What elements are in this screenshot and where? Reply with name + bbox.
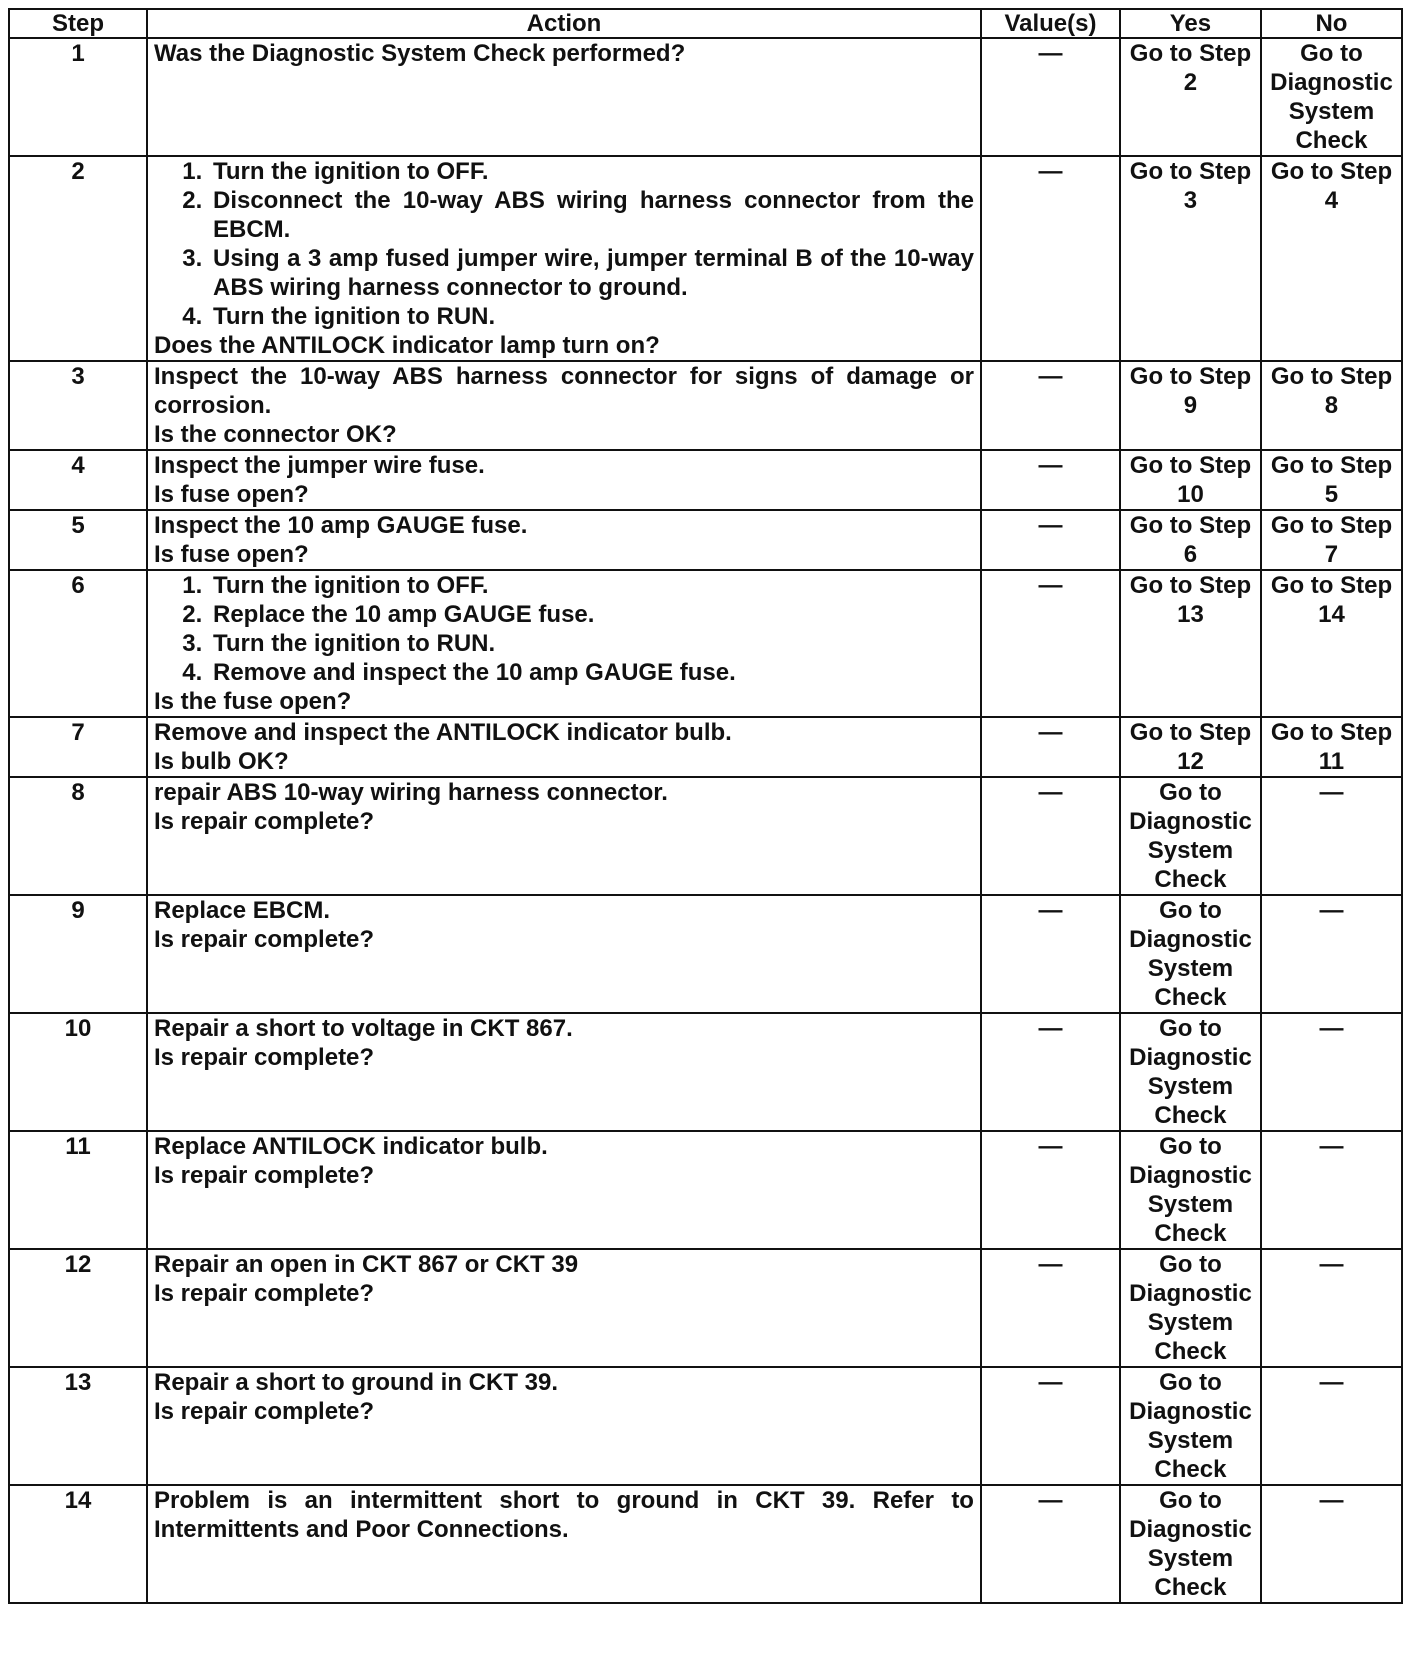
diagnostic-table xyxy=(8,8,1403,1604)
substep-item: 3. Turn the ignition to RUN. xyxy=(209,629,974,658)
action-cell xyxy=(147,156,981,361)
no-cell: — xyxy=(1261,1485,1402,1603)
action-question: Does the ANTILOCK indicator lamp turn on? xyxy=(153,332,660,359)
yes-cell: Go to Diagnostic System Check xyxy=(1120,1131,1261,1249)
table-row xyxy=(9,1367,1402,1485)
value-cell: — xyxy=(981,570,1120,717)
yes-cell: Go to Diagnostic System Check xyxy=(1120,1013,1261,1131)
yes-cell: Go to Step 10 xyxy=(1120,450,1261,510)
header-step: Step xyxy=(9,9,147,38)
action-text: Repair an open in CKT 867 or CKT 39 xyxy=(153,1251,579,1278)
step-number: 6 xyxy=(9,570,147,717)
table-body xyxy=(9,38,1402,1603)
value-cell: — xyxy=(981,361,1120,450)
table-row xyxy=(9,1131,1402,1249)
substep-item: 1. Turn the ignition to OFF. xyxy=(209,571,974,600)
value-cell: — xyxy=(981,895,1120,1013)
action-question: Is fuse open? xyxy=(153,481,309,508)
step-number: 1 xyxy=(9,38,147,156)
table-row xyxy=(9,38,1402,156)
substep-item: 4. Remove and inspect the 10 amp GAUGE fuse. xyxy=(209,658,974,687)
yes-cell: Go to Diagnostic System Check xyxy=(1120,1367,1261,1485)
action-question: Is the fuse open? xyxy=(153,688,352,715)
no-cell: Go to Step 7 xyxy=(1261,510,1402,570)
substep-item: 4. Turn the ignition to RUN. xyxy=(209,302,974,331)
yes-cell: Go to Diagnostic System Check xyxy=(1120,1485,1261,1603)
no-cell: — xyxy=(1261,895,1402,1013)
header-values: Value(s) xyxy=(981,9,1120,38)
action-cell xyxy=(147,450,981,510)
action-text: Replace EBCM. xyxy=(153,897,331,924)
substep-item: 1. Turn the ignition to OFF. xyxy=(209,157,974,186)
value-cell: — xyxy=(981,156,1120,361)
step-number: 13 xyxy=(9,1367,147,1485)
table-row xyxy=(9,570,1402,717)
no-cell: — xyxy=(1261,1013,1402,1131)
value-cell: — xyxy=(981,1367,1120,1485)
action-question: Is repair complete? xyxy=(153,1044,375,1071)
action-cell xyxy=(147,510,981,570)
action-cell xyxy=(147,1249,981,1367)
step-number: 12 xyxy=(9,1249,147,1367)
yes-cell: Go to Step 3 xyxy=(1120,156,1261,361)
substep-item: 2. Replace the 10 amp GAUGE fuse. xyxy=(209,600,974,629)
value-cell: — xyxy=(981,777,1120,895)
header-action: Action xyxy=(147,9,981,38)
action-cell xyxy=(147,1131,981,1249)
step-number: 8 xyxy=(9,777,147,895)
action-text: Was the Diagnostic System Check performed? xyxy=(153,40,686,67)
step-number: 11 xyxy=(9,1131,147,1249)
step-number: 4 xyxy=(9,450,147,510)
action-cell xyxy=(147,777,981,895)
no-cell: Go to Step 14 xyxy=(1261,570,1402,717)
step-number: 5 xyxy=(9,510,147,570)
yes-cell: Go to Step 12 xyxy=(1120,717,1261,777)
substep-item: 2. Disconnect the 10-way ABS wiring harness connector from the EBCM. xyxy=(209,186,974,244)
action-question: Is fuse open? xyxy=(153,541,309,568)
table-row xyxy=(9,361,1402,450)
action-text: Repair a short to ground in CKT 39. xyxy=(153,1369,559,1396)
step-number: 2 xyxy=(9,156,147,361)
action-cell xyxy=(147,895,981,1013)
no-cell: — xyxy=(1261,1367,1402,1485)
yes-cell: Go to Step 13 xyxy=(1120,570,1261,717)
substep-list xyxy=(154,157,974,331)
table-row xyxy=(9,895,1402,1013)
action-text: Inspect the 10-way ABS harness connector for signs of damage or corrosion. xyxy=(153,363,974,419)
header-no: No xyxy=(1261,9,1402,38)
header-yes: Yes xyxy=(1120,9,1261,38)
no-cell: — xyxy=(1261,1131,1402,1249)
no-cell: Go to Step 4 xyxy=(1261,156,1402,361)
value-cell: — xyxy=(981,38,1120,156)
yes-cell: Go to Step 6 xyxy=(1120,510,1261,570)
no-cell: Go to Step 5 xyxy=(1261,450,1402,510)
action-text: repair ABS 10-way wiring harness connector. xyxy=(153,779,668,806)
action-question: Is bulb OK? xyxy=(153,748,289,775)
action-cell xyxy=(147,570,981,717)
value-cell: — xyxy=(981,1131,1120,1249)
no-cell: Go to Diagnostic System Check xyxy=(1261,38,1402,156)
table-row xyxy=(9,1485,1402,1603)
action-question: Is repair complete? xyxy=(153,1162,375,1189)
substep-list xyxy=(154,571,974,687)
step-number: 14 xyxy=(9,1485,147,1603)
action-text: Remove and inspect the ANTILOCK indicator bulb. xyxy=(153,719,732,746)
table-row xyxy=(9,1249,1402,1367)
step-number: 7 xyxy=(9,717,147,777)
no-cell: — xyxy=(1261,777,1402,895)
yes-cell: Go to Step 9 xyxy=(1120,361,1261,450)
step-number: 9 xyxy=(9,895,147,1013)
action-cell xyxy=(147,717,981,777)
action-cell xyxy=(147,38,981,156)
no-cell: — xyxy=(1261,1249,1402,1367)
table-header-row xyxy=(9,9,1402,38)
action-cell xyxy=(147,1367,981,1485)
action-cell xyxy=(147,1485,981,1603)
value-cell: — xyxy=(981,1249,1120,1367)
table-row xyxy=(9,1013,1402,1131)
step-number: 10 xyxy=(9,1013,147,1131)
action-text: Replace ANTILOCK indicator bulb. xyxy=(153,1133,548,1160)
action-cell xyxy=(147,1013,981,1131)
step-number: 3 xyxy=(9,361,147,450)
action-question: Is the connector OK? xyxy=(153,421,397,448)
value-cell: — xyxy=(981,1013,1120,1131)
action-text: Inspect the 10 amp GAUGE fuse. xyxy=(153,512,528,539)
value-cell: — xyxy=(981,510,1120,570)
document-page xyxy=(8,8,1403,1656)
action-question: Is repair complete? xyxy=(153,1398,375,1425)
action-text: Inspect the jumper wire fuse. xyxy=(153,452,485,479)
action-cell xyxy=(147,361,981,450)
action-question: Is repair complete? xyxy=(153,926,375,953)
value-cell: — xyxy=(981,717,1120,777)
value-cell: — xyxy=(981,1485,1120,1603)
value-cell: — xyxy=(981,450,1120,510)
yes-cell: Go to Step 2 xyxy=(1120,38,1261,156)
action-text: Problem is an intermittent short to ground in CKT 39. Refer to Intermittents and Poor Connections. xyxy=(153,1487,974,1543)
action-question: Is repair complete? xyxy=(153,808,375,835)
yes-cell: Go to Diagnostic System Check xyxy=(1120,895,1261,1013)
table-row xyxy=(9,777,1402,895)
table-row xyxy=(9,717,1402,777)
table-row xyxy=(9,156,1402,361)
substep-item: 3. Using a 3 amp fused jumper wire, jumper terminal B of the 10-way ABS wiring harness connector to ground. xyxy=(209,244,974,302)
yes-cell: Go to Diagnostic System Check xyxy=(1120,777,1261,895)
yes-cell: Go to Diagnostic System Check xyxy=(1120,1249,1261,1367)
no-cell: Go to Step 11 xyxy=(1261,717,1402,777)
table-row xyxy=(9,450,1402,510)
action-text: Repair a short to voltage in CKT 867. xyxy=(153,1015,573,1042)
table-row xyxy=(9,510,1402,570)
action-question: Is repair complete? xyxy=(153,1280,375,1307)
no-cell: Go to Step 8 xyxy=(1261,361,1402,450)
